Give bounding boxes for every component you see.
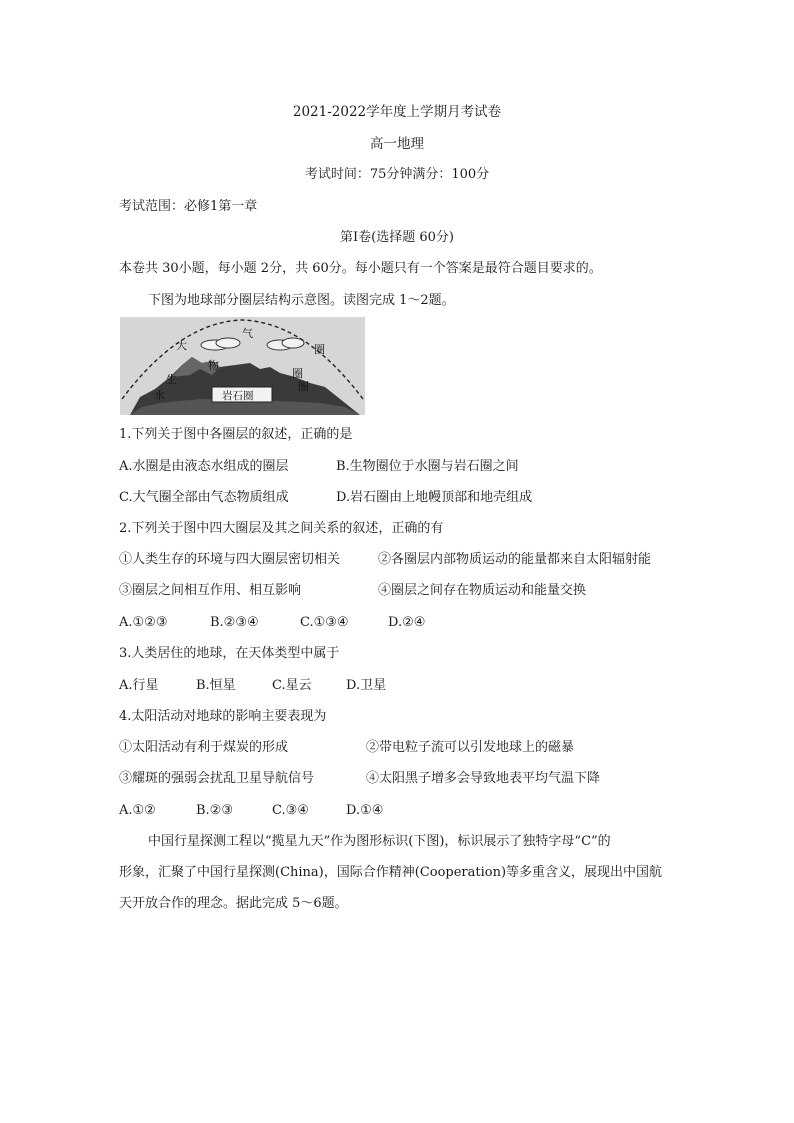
- intro-q5-6-line3: 天开放合作的理念。据此完成 5～6题。: [119, 896, 348, 911]
- q4-statement-4: ④太阳黑子增多会导致地表平均气温下降: [366, 771, 601, 786]
- question-2-stem: 2.下列关于图中四大圈层及其之间关系的叙述，正确的有: [119, 521, 444, 536]
- q1-option-b[interactable]: B.生物圈位于水圈与岩石圈之间: [336, 459, 519, 474]
- q2-option-a[interactable]: A.①②③: [119, 615, 168, 630]
- q1-option-a[interactable]: A.水圈是由液态水组成的圈层: [119, 459, 289, 474]
- question-3-stem: 3.人类居住的地球，在天体类型中属于: [119, 646, 340, 661]
- exam-scope: 考试范围：必修1第一章: [119, 199, 258, 214]
- question-4-stem: 4.太阳活动对地球的影响主要表现为: [119, 709, 327, 724]
- label-wu: 物: [208, 359, 219, 372]
- intro-q1-2: 下图为地球部分圈层结构示意图。读图完成 1～2题。: [148, 293, 455, 308]
- q2-statement-2: ②各圈层内部物质运动的能量都来自太阳辐射能: [378, 552, 652, 567]
- q2-statement-4: ④圈层之间存在物质运动和能量交换: [378, 583, 587, 598]
- q2-option-d[interactable]: D.②④: [388, 615, 426, 630]
- question-1-stem: 1.下列关于图中各圈层的叙述，正确的是: [119, 427, 353, 442]
- q1-option-d[interactable]: D.岩石圈由上地幔顶部和地壳组成: [336, 490, 533, 505]
- label-da: 大: [176, 339, 187, 352]
- q3-option-d[interactable]: D.卫星: [346, 678, 387, 693]
- section-title: 第Ⅰ卷(选择题 60分): [340, 230, 454, 245]
- q4-statement-1: ①太阳活动有利于煤炭的形成: [119, 740, 289, 755]
- exam-info: 考试时间：75分钟满分：100分: [304, 167, 490, 182]
- q4-statement-2: ②带电粒子流可以引发地球上的磁暴: [366, 740, 575, 755]
- q4-option-b[interactable]: B.②③: [196, 803, 233, 818]
- q2-option-b[interactable]: B.②③④: [210, 615, 259, 630]
- label-rock: 岩石圈: [222, 390, 254, 402]
- q2-option-c[interactable]: C.①③④: [300, 615, 349, 630]
- q4-option-a[interactable]: A.①②: [119, 803, 156, 818]
- earth-spheres-diagram: [120, 317, 365, 415]
- q4-option-d[interactable]: D.①④: [346, 803, 384, 818]
- intro-q5-6-line1: 中国行星探测工程以“揽星九天”作为图形标识(下图)，标识展示了独特字母“C”的: [148, 834, 611, 849]
- label-quan-top: 圈: [314, 343, 325, 356]
- q4-statement-3: ③耀斑的强弱会扰乱卫星导航信号: [119, 771, 315, 786]
- label-quan-right: 圈: [292, 367, 303, 380]
- q3-option-b[interactable]: B.恒星: [196, 678, 236, 693]
- label-shui: 水: [154, 389, 165, 402]
- q4-option-c[interactable]: C.③④: [272, 803, 309, 818]
- label-qi: 气: [242, 327, 253, 340]
- q2-statement-3: ③圈层之间相互作用、相互影响: [119, 583, 302, 598]
- instructions: 本卷共 30小题，每小题 2分，共 60分。每小题只有一个答案是最符合题目要求的。: [119, 261, 602, 276]
- exam-subject: 高一地理: [370, 136, 424, 152]
- q3-option-a[interactable]: A.行星: [119, 678, 159, 693]
- q1-option-c[interactable]: C.大气圈全部由气态物质组成: [119, 490, 289, 505]
- label-sheng: 生: [166, 373, 177, 386]
- q2-statement-1: ①人类生存的环境与四大圈层密切相关: [119, 552, 341, 567]
- exam-title: 2021-2022学年度上学期月考试卷: [292, 104, 502, 120]
- label-quan-right2: 圈: [298, 380, 309, 393]
- q3-option-c[interactable]: C.星云: [272, 678, 312, 693]
- intro-q5-6-line2: 形象，汇聚了中国行星探测(China)，国际合作精神(Cooperation)等多重含义，展现出中国航: [119, 865, 663, 880]
